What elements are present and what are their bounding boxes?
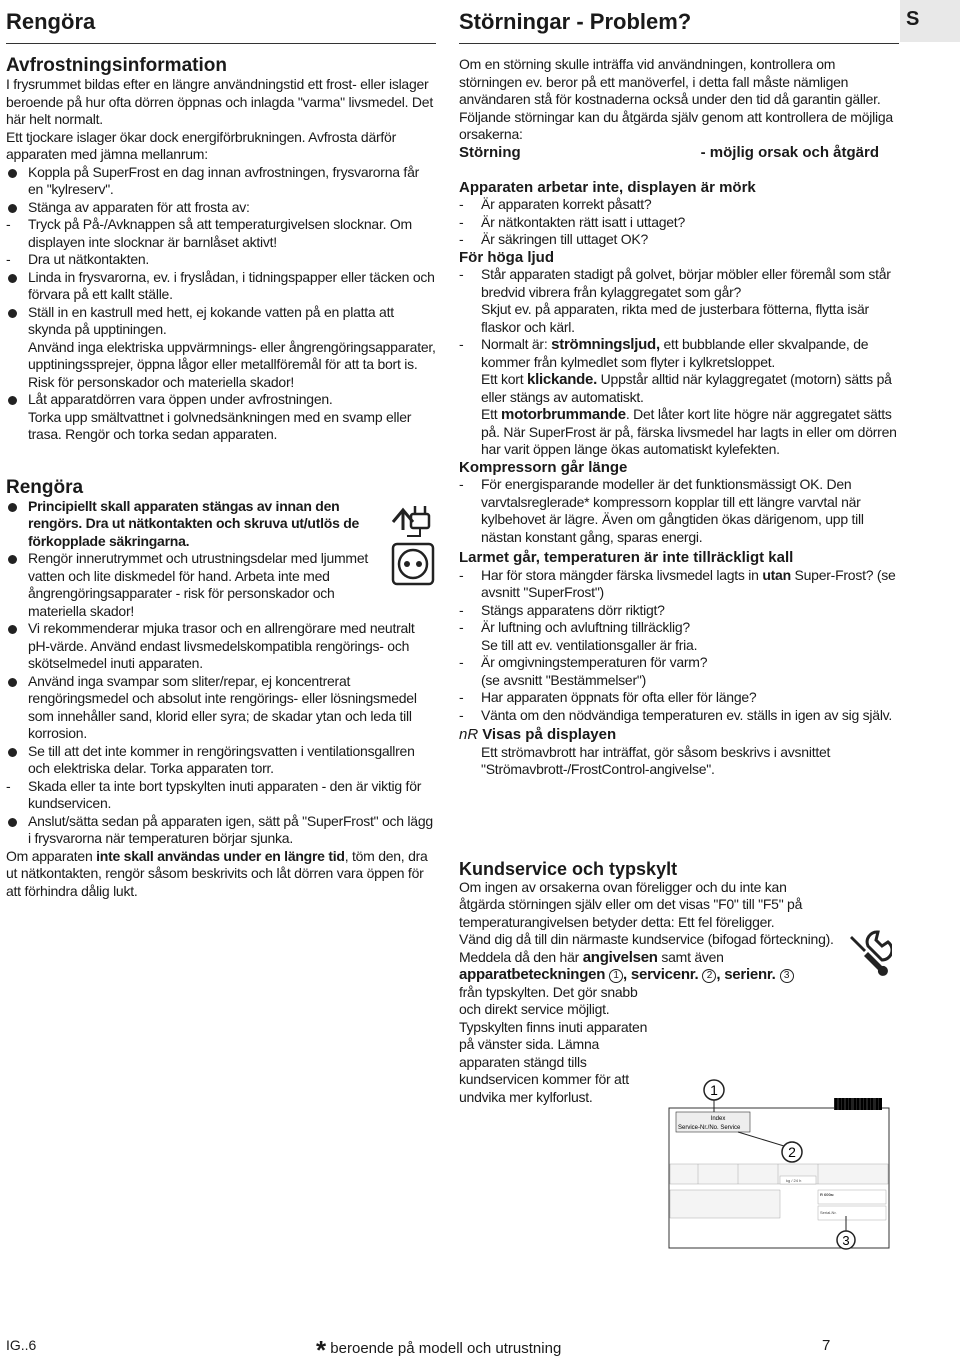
defrost-bullet-3: Linda in frysvarorna, ev. i fryslådan, i tidningspapper eller täcken och förvara på ett kallt ställe. [6, 269, 436, 304]
rule-left [6, 43, 436, 44]
plate-service-nr: Service-Nr./No. Service [678, 1125, 741, 1131]
issue-5-text: Ett strömavbrott har inträffat, gör såsom beskrivs i avsnittet "Strömavbrott-/FrostControl-angivelse". [481, 743, 831, 777]
defrost-bullet-5: Låt apparatdörren vara öppen under avfrostningen. [6, 391, 436, 409]
nr-display-symbol: nR [459, 726, 479, 743]
plate-r600: R 600a: [820, 1192, 835, 1197]
issue-noise [459, 249, 899, 459]
defrost-dash-1: - Tryck på På-/Avknappen så att temperaturgivelsen slocknar. Om displayen inte slocknar är barnlåset aktivt! [6, 216, 436, 251]
circled-3: 3 [780, 969, 794, 983]
clean-section [6, 478, 386, 621]
issue-3-dash-1: - För energisparande modeller är det funktionsmässigt OK. Den varvtalsreglerade* kompressorn kopplar till ett längre varvtal när kylbehovet är lägre. Även om gångtiden ökas därigenom, upp till nästan konstant gång, sparas energi. [459, 476, 899, 546]
issue-4-dash-5: - Har apparaten öppnats för ofta eller för länge? [459, 689, 899, 707]
clean-bullet-1: Principiellt skall apparaten stängas av innan den rengörs. Dra ut nätkontakten och skruva ut/utlös de förkopplade säkringarna. [6, 498, 386, 551]
issue-4-dash-4: - Är omgivningstemperaturen för varm? [459, 654, 899, 672]
issue-2-click: Ett kort klickande. Uppstår alltid när kylaggregatet (motorn) sätts på eller stängs av automatiskt. [481, 371, 892, 405]
clean-final: Om apparaten inte skall användas under en längre tid, töm den, dra ut nätkontakten, rengör såsom beskrivits och låt dörren vara öppen för att förhindra dålig lukt. [6, 847, 428, 899]
defrost-thicker: Ett tjockare islager ökar dock energiförbrukningen. Avfrosta därför apparaten med jämna mellanrum: [6, 128, 396, 162]
clean-section-cont [6, 620, 436, 900]
clean-bullet-6: Anslut/sätta sedan på apparaten igen, sätt på "SuperFrost" och lägg i frysvarorna när temperaturen börjar sjunka. [6, 813, 436, 848]
issue-3-heading: Kompressorn går länge [459, 458, 628, 476]
issue-4-dash-1: - Har för stora mängder färska livsmedel lagts in utan Super-Frost? (se avsnitt "SuperFrost") [459, 567, 899, 602]
svg-text:2: 2 [788, 1144, 796, 1160]
issue-4-dash-3-extra: Se till att ev. ventilationsgaller är fria. [481, 636, 698, 653]
troubleshooting-intro [459, 56, 899, 162]
page-title-right: Störningar - Problem? [459, 9, 692, 34]
service-section [459, 859, 834, 932]
issue-5-heading: nR Visas på displayen [459, 726, 617, 743]
issue-1-dash-3: - Är säkringen till uttaget OK? [459, 231, 899, 249]
issue-alarm [459, 549, 899, 724]
circled-2: 2 [702, 969, 716, 983]
plate-index: Index [710, 1116, 726, 1122]
defrost-section [6, 56, 436, 444]
service-p4: apparatbeteckningen 1 , servicenr. 2 , serienr. 3 [459, 966, 899, 984]
type-plate-illustration [668, 1078, 890, 1250]
table-header-right: - möjlig orsak och åtgärd [700, 143, 879, 161]
defrost-bullet-4-extra: Använd inga elektriska uppvärmnings- eller ångrengöringsapparater, upptiningssprejer, öppna lågor eller metallföremål för att ta bort is. Risk för personskador och materiella skador! [28, 338, 436, 390]
issue-4-dash-3: - Är luftning och avluftning tillräcklig? [459, 619, 899, 637]
language-tab: S [900, 0, 960, 42]
defrost-bullet-4: Ställ in en kastrull med hett, ej kokande vatten på en platta att skynda på upptiningen. [6, 304, 436, 339]
service-p5: från typskylten. Det gör snabb och direkt service möjligt. Typskylten finns inuti apparaten på vänster sida. Lämna apparaten stängd tills kundservicen kommer för att undvika mer kylforlust. [459, 983, 648, 1105]
table-header [459, 144, 899, 162]
service-p1: Om ingen av orsakerna ovan föreligger och du inte kan åtgärda störningen själv eller om det visas "F0" till "F5" på temperaturangivelsen betyder detta: Ett fel föreligger. [459, 878, 803, 930]
service-p3: Meddela då den här angivelsen samt även [459, 948, 724, 966]
footer-asterisk: * [316, 1335, 327, 1363]
clean-bullet-4: Använd inga svampar som sliter/repar, ej koncentrerat rengöringsmedel och absolut inte rengörings- eller lösningsmedel som innehåller sand, klorid eller syra; de skadar ytan och leda till korrosion. [6, 673, 436, 743]
issue-4-heading: Larmet går, temperaturen är inte tillräckligt kall [459, 549, 794, 566]
issue-4-dash-6: - Vänta om den nödvändiga temperaturen ev. ställs in igen av sig själv. [459, 707, 899, 725]
issue-2-dash-2: - Normalt är: strömningsljud, ett bubblande eller skvalpande, de kommer från kylmedlet som flyter i kylkretsloppet. [459, 336, 899, 371]
left-column [6, 0, 436, 900]
clean-heading: Rengöra [6, 476, 84, 498]
right-column [459, 0, 899, 1106]
issue-1-dash-1: - Är apparaten korrekt påsatt? [459, 196, 899, 214]
clean-bullet-5: Se till att det inte kommer in rengöringsvatten i ventilationsgallren och elektriska delar. Torka apparaten torr. [6, 743, 436, 778]
defrost-bullet-2: Stänga av apparaten för att frosta av: [6, 199, 436, 217]
svg-text:1: 1 [710, 1082, 718, 1098]
issue-4-dash-4-extra: (se avsnitt "Bestämmelser") [481, 671, 647, 688]
service-p2: Vänd dig då till din närmaste kundservice (bifogad förteckning). [459, 931, 834, 947]
rule-right [459, 43, 899, 44]
issue-compressor [459, 459, 899, 547]
clean-bullet-3: Vi rekommenderar mjuka trasor och en allrengörare med neutralt pH-värde. Använd endast livsmedelskompatibla rengörings- och skötselmedel inuti apparaten. [6, 620, 436, 673]
page-number: 7 [822, 1337, 831, 1354]
issue-display-nr [459, 726, 899, 779]
footer-code: IG..6 [6, 1337, 37, 1353]
issue-1-heading: Apparaten arbetar inte, displayen är mörk [459, 178, 756, 196]
plate-kgh: kg / 24 h [786, 1178, 802, 1183]
issue-2-dash-1-extra: Skjut ev. på apparaten, rikta med de justerbara fötterna, flytta isär flaskor och kärl. [481, 301, 869, 335]
circled-1: 1 [609, 969, 623, 983]
issue-2-heading: För höga ljud [459, 248, 554, 266]
issue-4-dash-2: - Stängs apparatens dörr riktigt? [459, 602, 899, 620]
clean-dash-1: - Skada eller ta inte bort typskylten inuti apparaten - den är viktig för kundservicen. [6, 778, 436, 813]
issue-2-dash-1: - Står apparaten stadigt på golvet, börjar möbler eller föremål som står bredvid vibrera från kylaggregatet som går? [459, 266, 899, 301]
intro-1: Om en störning skulle inträffa vid användningen, kontrollera om störningen ev. beror på ett manöverfel, i detta fall måste nämligen användaren stå för kostnaderna också under den tid då garantin gäller. [459, 56, 881, 107]
table-header-left: Störning [459, 143, 521, 161]
footer-note: * beroende på modell och utrustning [316, 1335, 562, 1363]
service-section-cont [459, 931, 899, 984]
wrench-icon [842, 928, 892, 978]
defrost-bullet-5-extra: Torka upp smältvattnet i golvnedsänkningen med en svamp eller trasa. Rengör och torka sedan apparaten. [28, 408, 412, 442]
issue-1-dash-2: - Är nätkontakten rätt isatt i uttaget? [459, 214, 899, 232]
issue-2-motor: Ett motorbrummande. Det låter kort lite högre när aggregatet sätts på. När SuperFrost är på, färska livsmedel har lagts in eller om dörren har varit öppen länge ökas automatiskt kylefekten. [481, 406, 897, 457]
defrost-intro: I frysrummet bildas efter en längre användningstid ett frost- eller islager beroende på hur ofta dörren öppnas och inlagda "varma" livsmedel. Det här helt normalt. [6, 76, 433, 127]
svg-text:3: 3 [842, 1233, 850, 1248]
defrost-bullet-1: Koppla på SuperFrost en dag innan avfrostningen, frysvarorna får en "kylreserv". [6, 164, 436, 199]
page-title-left: Rengöra [6, 9, 96, 34]
defrost-heading: Avfrostningsinformation [6, 55, 227, 76]
service-heading: Kundservice och typskylt [459, 858, 678, 879]
clean-bullet-2: Rengör innerutrymmet och utrustningsdelar med ljummet vatten och lite diskmedel för hand. Arbeta inte med ångrengöringsapparater - risk för personskador och materiella skador! [6, 550, 386, 620]
intro-2: Följande störningar kan du åtgärda själv genom att kontrollera de möjliga orsakerna: [459, 108, 893, 142]
plate-serial: Serial-Nr. [820, 1210, 837, 1215]
unplug-icon [389, 500, 437, 590]
issue-display-dark [459, 179, 899, 249]
defrost-dash-2: - Dra ut nätkontakten. [6, 251, 436, 269]
